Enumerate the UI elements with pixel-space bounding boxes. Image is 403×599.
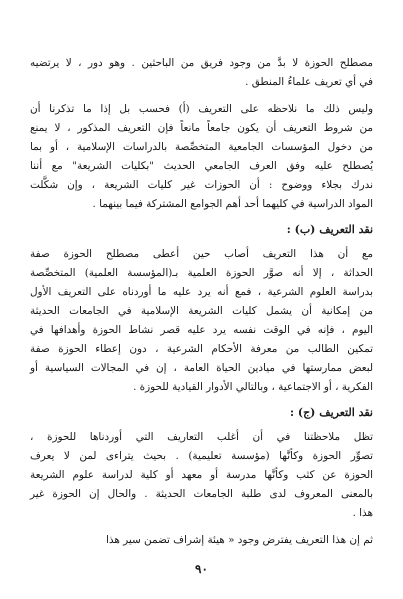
section-heading-c: نقد التعريف (ج) : xyxy=(289,406,373,419)
paragraph-continuation xyxy=(30,531,373,550)
document-page xyxy=(30,54,373,550)
paragraph-section-b xyxy=(30,245,373,397)
text-line: يُصطلح عليه وفق العرف الجامعي الحديث "بكليات الشريعة" مع أننا xyxy=(30,160,373,172)
paragraph-1 xyxy=(30,54,373,92)
text-line: الحوزة عن كثب وكأنَّها مدرسة أو معهد أو كلية لدراسة علوم الشريعة xyxy=(30,469,373,481)
text-line: لبعض ممارستها في ميادين الحياة العامة ، إن في المجالات السياسية أو xyxy=(30,362,373,374)
text-line: تظل ملاحظتنا في أن أغلب التعاريف التي أوردناها للحوزة ، xyxy=(30,431,373,443)
text-line: من إمكانية أن يشمل كليات الشريعة الإسلامية في الجامعات الحديثة xyxy=(30,305,373,317)
text-line: ندرك بجلاء ووضوح : أن الحوزات غير كليات الشريعة ، وإن شكَّلت xyxy=(30,179,373,191)
text-line: مع أن هذا التعريف أصاب حين أعطى مصطلح الحوزة صفة xyxy=(30,248,373,260)
text-line: بدراسة العلوم الشرعية ، فمع أنه يرد عليه ما أوردناه على التعريف الأول xyxy=(30,286,373,298)
text-line: ثم إن هذا التعريف يفترض وجود « هيئة إشراف تضمن سير هذا xyxy=(106,534,373,546)
text-line: وليس ذلك ما نلاحظه على التعريف (أ) فحسب بل إذا ما تذكرنا أن xyxy=(30,103,373,115)
text-line: تمكين الطالب من معرفة الأحكام الشرعية ، دون إعطاء الحوزة صفة xyxy=(30,343,373,355)
paragraph-2 xyxy=(30,100,373,214)
text-line: في أي تعريف علماءُ المنطق . xyxy=(245,76,373,88)
section-heading-b: نقد التعريف (ب) : xyxy=(286,223,373,236)
text-line: مصطلح الحوزة لا بدَّ من وجود فريق من الباحثين . وهو دور ، لا يرتضيه xyxy=(30,57,373,69)
text-line: هذا . xyxy=(352,507,373,519)
text-line: الحداثة ، إلا أنه صوَّر الحوزة العلمية بـ(المؤسسة العلمية) المتخصِّصة xyxy=(30,267,373,279)
text-line: تصوِّر الحوزة وكأنَّها (مؤسسة تعليمية) . بحيث يتراءى لمن لا يعرف xyxy=(30,450,373,462)
text-line: اليوم ، فإنه في الوقت نفسه يرد عليه قصر نشاط الحوزة وأهدافها في xyxy=(30,324,373,336)
text-line: الفكرية ، أو الاجتماعية ، وبالتالي الأدوار القيادية للحوزة . xyxy=(133,381,373,393)
text-line: المواد الدراسية في كليهما أحد أهم الجوامع المشتركة فيما بينهما . xyxy=(92,198,373,210)
text-line: بالمعنى المعروف لدى طلبة الجامعات الحديثة . والحال إن الحوزة غير xyxy=(30,488,373,500)
paragraph-section-c xyxy=(30,428,373,523)
text-line: من دخول المؤسسات الجامعية المتخصِّصة بالدراسات الإسلامية ، أو بما xyxy=(30,141,373,153)
page-number: ٩٠ xyxy=(195,562,208,576)
text-line: من شروط التعريف أن يكون جامعاً مانعاً فإن التعريف المذكور ، لا يمنع xyxy=(30,122,373,134)
